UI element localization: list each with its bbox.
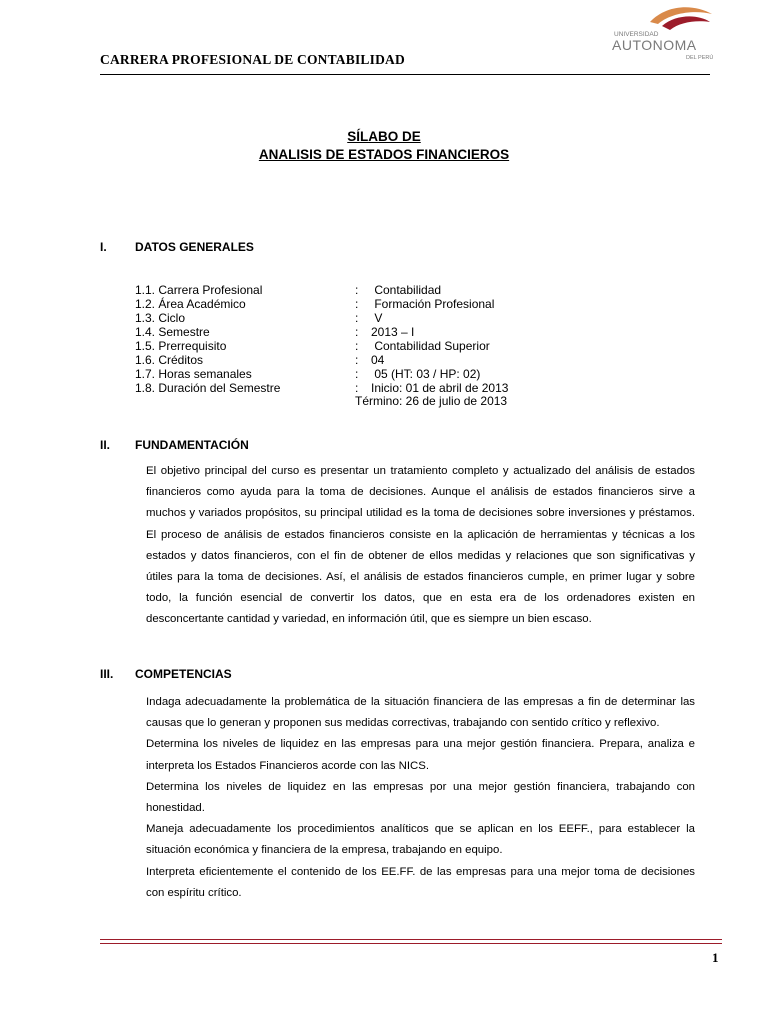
datos-value: V	[371, 311, 383, 325]
section-heading-fundamentacion	[100, 438, 249, 452]
logo-text-del-peru: DEL PERÚ	[686, 55, 714, 61]
datos-label: 1.2. Área Académico	[135, 297, 246, 311]
datos-row	[135, 311, 382, 325]
document-title-line1: SÍLABO DE	[347, 129, 421, 144]
datos-separator: :	[355, 325, 359, 339]
datos-separator: :	[355, 297, 359, 311]
datos-row	[135, 381, 508, 395]
datos-separator: :	[355, 311, 359, 325]
datos-value: 05 (HT: 03 / HP: 02)	[371, 367, 481, 381]
datos-label: 1.1. Carrera Profesional	[135, 283, 263, 297]
logo-text-universidad: UNIVERSIDAD	[614, 31, 659, 38]
datos-value: Contabilidad Superior	[371, 339, 490, 353]
logo-swoosh-lower	[662, 16, 710, 30]
datos-value: Contabilidad	[371, 283, 442, 297]
competencia-item: Interpreta eficientemente el contenido de los EE.FF. de las empresas para una mejor toma de decisiones con espíritu crítico.	[146, 865, 695, 899]
document-title-line2: ANALISIS DE ESTADOS FINANCIEROS	[258, 147, 510, 162]
section-number: I.	[100, 240, 107, 254]
competencia-item: Indaga adecuadamente la problemática de la situación financiera de las empresas a fin de determinar las causas que lo generan y proponen sus medidas correctivas, trabajando con sentido crítico y reflexivo.	[146, 696, 695, 730]
footer-rule	[100, 939, 722, 940]
datos-row	[135, 297, 494, 311]
datos-value: Formación Profesional	[371, 297, 495, 311]
datos-value: Inicio: 01 de abril de 2013	[371, 381, 509, 395]
competencia-item: Maneja adecuadamente los procedimientos analíticos que se aplican en los EEFF., para establecer la situación económica y financiera de la empresa, trabajando en equipo.	[146, 823, 695, 857]
datos-label: 1.7. Horas semanales	[135, 367, 252, 381]
datos-separator: :	[355, 381, 359, 395]
datos-value: 04	[371, 353, 385, 367]
datos-separator: :	[355, 353, 359, 367]
section-title: COMPETENCIAS	[135, 667, 232, 681]
competencia-item: Determina los niveles de liquidez en las empresas por una mejor gestión financiera, trabajando con honestidad.	[146, 780, 695, 815]
competencias-list	[146, 692, 695, 904]
termino-date: Término: 26 de julio de 2013	[355, 394, 508, 408]
datos-row	[135, 325, 414, 339]
logo-text-autonoma: AUTONOMA	[612, 37, 697, 53]
section-title: FUNDAMENTACIÓN	[135, 438, 249, 452]
section-title: DATOS GENERALES	[135, 240, 254, 254]
section-heading-datos-generales	[100, 240, 254, 254]
datos-label: 1.4. Semestre	[135, 325, 210, 339]
fundamentacion-paragraph: El objetivo principal del curso es presentar un tratamiento completo y actualizado del análisis de estados financieros como ayuda para la toma de decisiones. Aunque el análisis de estados financieros sirve a muchos y variados propósitos, su principal utilidad es la toma de decisiones sobre inversiones y préstamos. El proceso de análisis de estados financieros consiste en la aplicación de herramientas y técnicas a los estados y datos financieros, con el fin de obtener de ellos medidas y relaciones que son significativas y útiles para la toma de decisiones. Así, el análisis de estados financieros cumple, en primer lugar y sobre todo, la función esencial de convertir los datos, que en esta era de los ordenadores existen en desconcertante cantidad y variedad, en información útil, que es siempre un bien escaso.	[146, 465, 695, 626]
competencia-item: Determina los niveles de liquidez en las empresas para una mejor gestión financiera. Prepara, analiza e interpreta los Estados Financieros acorde con las NICS.	[146, 738, 695, 772]
header-title: CARRERA PROFESIONAL DE CONTABILIDAD	[100, 52, 405, 67]
section-number: III.	[100, 667, 114, 681]
section-number: II.	[100, 438, 111, 452]
datos-separator: :	[355, 367, 359, 381]
datos-label: 1.5. Prerrequisito	[135, 339, 227, 353]
datos-separator: :	[355, 283, 359, 297]
document-title	[0, 128, 768, 164]
university-logo	[612, 6, 722, 68]
header-rule	[100, 74, 710, 75]
datos-value: 2013 – I	[371, 325, 415, 339]
datos-separator: :	[355, 339, 359, 353]
datos-row	[135, 339, 490, 353]
datos-label: 1.6. Créditos	[135, 353, 204, 367]
page-number: 1	[712, 950, 719, 965]
section-heading-competencias	[100, 667, 232, 681]
datos-row	[135, 367, 480, 381]
datos-row	[135, 353, 384, 367]
datos-row	[135, 283, 441, 297]
footer-rule	[100, 943, 722, 944]
datos-label: 1.3. Ciclo	[135, 311, 186, 325]
datos-label: 1.8. Duración del Semestre	[135, 381, 281, 395]
